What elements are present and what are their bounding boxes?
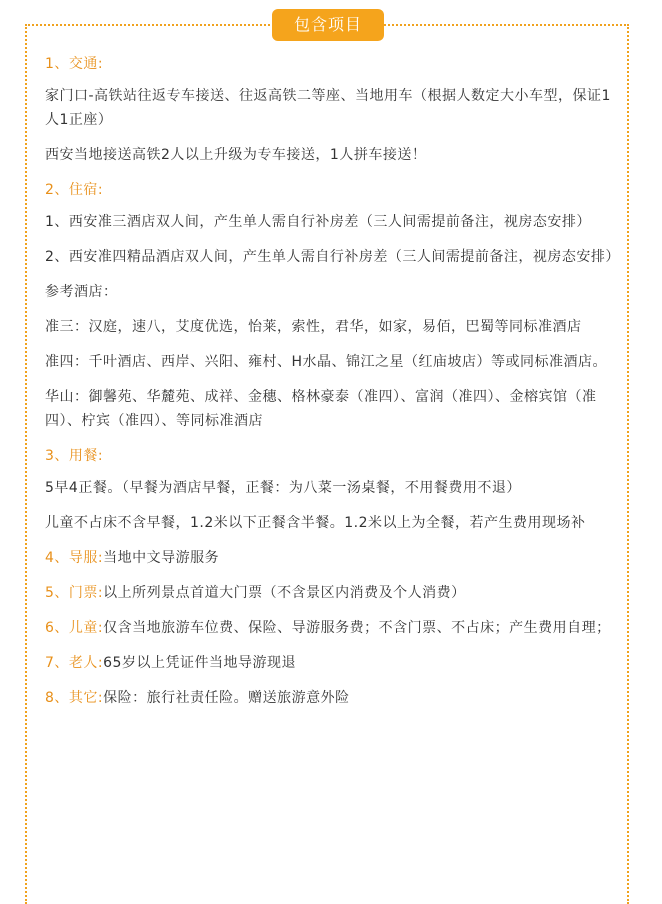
seniors-text: 65岁以上凭证件当地导游现退	[103, 655, 296, 671]
children-item	[45, 616, 619, 640]
tickets-item	[45, 581, 619, 605]
included-items-content	[45, 52, 619, 721]
children-text: 仅含当地旅游车位费、保险、导游服务费；不含门票、不占床；产生费用自理；	[103, 620, 611, 636]
transport-line: 西安当地接送高铁2人以上升级为专车接送，1人拼车接送！	[45, 147, 427, 163]
other-key: 8、其它:	[45, 690, 104, 706]
lodging-heading: 2、住宿:	[45, 182, 104, 198]
seniors-item	[45, 651, 619, 675]
section-lodging	[45, 178, 619, 433]
children-key: 6、儿童:	[45, 620, 104, 636]
lodging-line: 2、西安准四精品酒店双人间，产生单人需自行补房差（三人间需提前备注，视房态安排）	[45, 249, 620, 265]
tickets-key: 5、门票:	[45, 585, 104, 601]
meals-heading: 3、用餐:	[45, 448, 104, 464]
seniors-key: 7、老人:	[45, 655, 104, 671]
guide-key: 4、导服:	[45, 550, 104, 566]
section-title-tab: 包含项目	[272, 9, 384, 41]
lodging-line: 准三：汉庭，速八，艾度优选，怡莱，索性，君华，如家，易佰，巴蜀等同标准酒店	[45, 319, 582, 335]
other-text: 保险：旅行社责任险。赠送旅游意外险	[103, 690, 350, 706]
lodging-line: 准四：千叶酒店、西岸、兴阳、雍村、H水晶、锦江之星（红庙坡店）等或同标准酒店。	[45, 354, 608, 370]
other-item	[45, 686, 619, 710]
meals-line: 儿童不占床不含早餐，1.2米以下正餐含半餐。1.2米以上为全餐，若产生费用现场补	[45, 515, 586, 531]
section-meals	[45, 444, 619, 535]
lodging-line: 1、西安准三酒店双人间，产生单人需自行补房差（三人间需提前备注，视房态安排）	[45, 214, 591, 230]
guide-item	[45, 546, 619, 570]
tickets-text: 以上所列景点首道大门票（不含景区内消费及个人消费）	[103, 585, 466, 601]
transport-line: 家门口-高铁站往返专车接送、往返高铁二等座、当地用车（根据人数定大小车型，保证1人1正座）	[45, 88, 611, 128]
lodging-line: 参考酒店：	[45, 284, 118, 300]
transport-heading: 1、交通:	[45, 56, 104, 72]
lodging-line: 华山：御馨苑、华麓苑、成祥、金穗、格林豪泰（准四）、富润（准四）、金榕宾馆（准四）、柠宾（准四）、等同标准酒店	[45, 389, 597, 429]
meals-line: 5早4正餐。（早餐为酒店早餐，正餐：为八菜一汤桌餐，不用餐费用不退）	[45, 480, 521, 496]
section-transport	[45, 52, 619, 167]
guide-text: 当地中文导游服务	[103, 550, 220, 566]
